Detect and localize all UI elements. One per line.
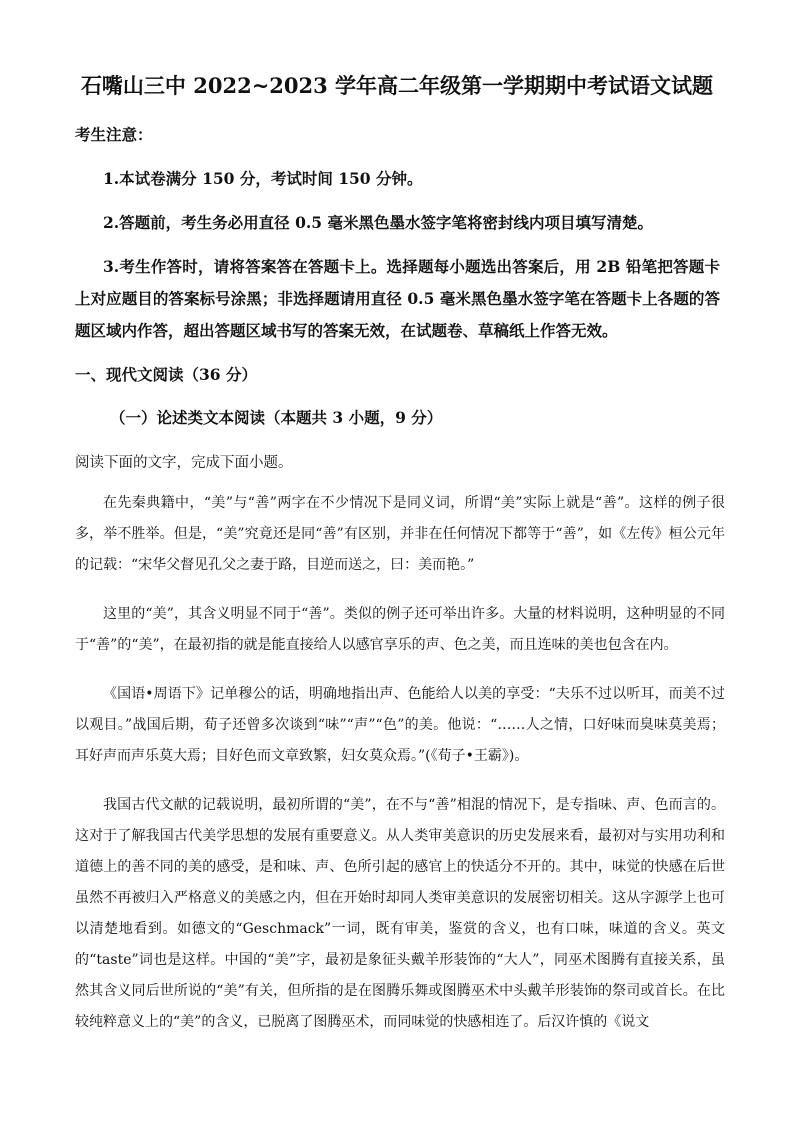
passage-paragraph: 在先秦典籍中，“美”与“善”两字在不少情况下是同义词，所谓“美”实际上就是“善”。这样的例子很多，举不胜举。但是，“美”究竟还是同“善”有区别，并非在任何情况下都等于“善”，如《左传》桓公元年的记载：“宋华父督见孔父之妻于路，目逆而送之，曰：美而艳。”: [75, 495, 725, 573]
section-subheading: （一）论述类文本阅读（本题共 3 小题，9 分）: [110, 408, 443, 427]
notice-item-2: 2.答题前，考生务必用直径 0.5 毫米黑色墨水签字笔将密封线内项目填写清楚。: [103, 213, 653, 232]
notice-heading: 考生注意：: [75, 125, 153, 144]
passage-paragraph: 我国古代文献的记载说明，最初所谓的“美”，在不与“善”相混的情况下，是专指味、声、色而言的。这对于了解我国古代美学思想的发展有重要意义。从人类审美意识的历史发展来看，最初对与实用功利和道德上的善不同的美的感受，是和味、声、色所引起的感官上的快适分不开的。其中，味觉的快感在后世虽然不再被归入严格意义的美感之内，但在开始时却同人类审美意识的发展密切相关。这从字源学上也可以清楚地看到。如德文的“Geschmack”一词，既有审美，鉴赏的含义，也有口味，味道的含义。英文的“taste”词也是这样。中国的“美”字，最初是象征头戴羊形装饰的“大人”，同巫术图腾有直接关系，虽然其含义同后世所说的“美”有关，但所指的是在图腾乐舞或图腾巫术中头戴羊形装饰的祭司或首长。在比较纯粹意义上的“美”的含义，已脱离了图腾巫术，而同味觉的快感相连了。后汉许慎的《说文: [75, 797, 725, 1030]
notice-item-1: 1.本试卷满分 150 分，考试时间 150 分钟。: [103, 169, 423, 188]
passage-paragraph: 这里的“美”，其含义明显不同于“善”。类似的例子还可举出许多。大量的材料说明，这种明显的不同于“善”的“美”，在最初指的就是能直接给人以感官享乐的声、色之美，而且连味的美也包含在内。: [75, 606, 725, 653]
notice-item-3: 3.考生作答时，请将答案答在答题卡上。选择题每小题选出答案后，用 2B 铅笔把答题卡上对应题目的答案标号涂黑；非选择题请用直径 0.5 毫米黑色墨水签字笔在答题卡上各题的答题区域内作答，超出答题区域书写的答案无效，在试题卷、草稿纸上作答无效。: [75, 257, 720, 340]
passage-paragraph: 《国语•周语下》记单穆公的话，明确地指出声、色能给人以美的享受：“夫乐不过以听耳，而美不过以观目。”战国后期，荀子还曾多次谈到“味”“声”“色”的美。他说：“……人之情，口好味而臭味莫美焉；耳好声而声乐莫大焉；目好色而文章致繁，妇女莫众焉。”(《荀子•王霸》)。: [75, 686, 725, 764]
reading-passage: [75, 488, 725, 1038]
exam-title: 石嘴山三中 2022~2023 学年高二年级第一学期期中考试语文试题: [80, 73, 714, 98]
section-heading: 一、现代文阅读（36 分）: [75, 365, 257, 384]
reading-instruction: 阅读下面的文字，完成下面小题。: [75, 455, 293, 471]
